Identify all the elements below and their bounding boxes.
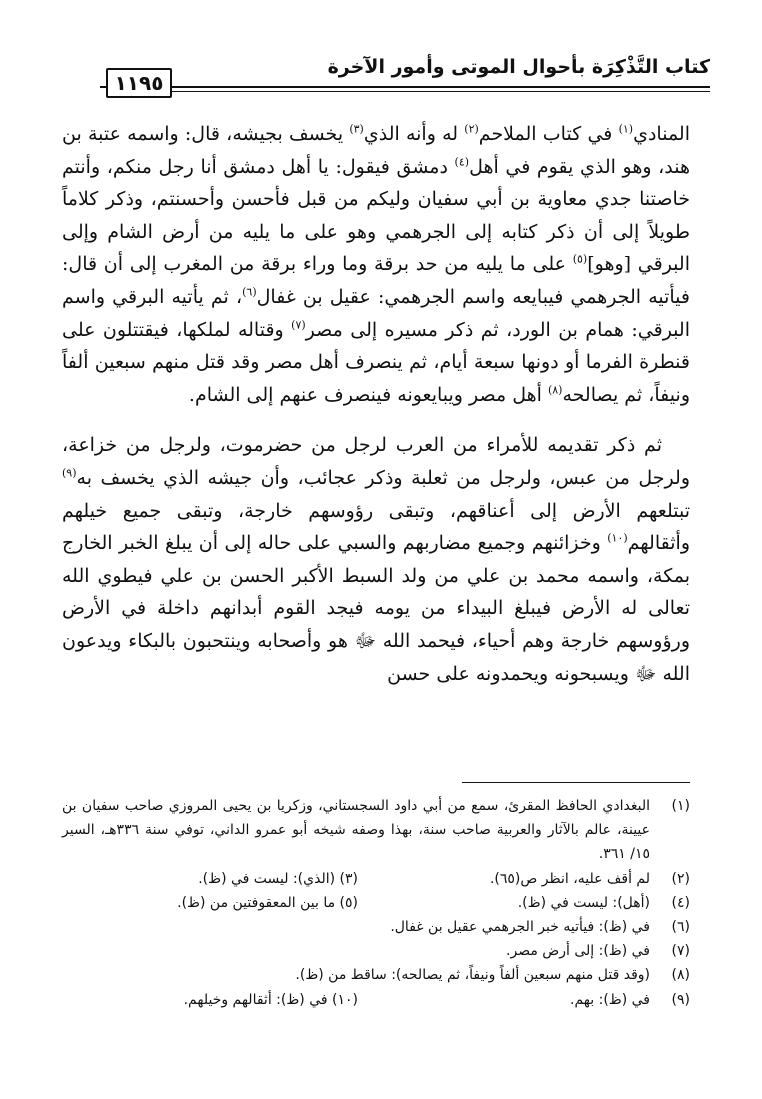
footnote-marker: (٥)	[572, 253, 588, 267]
footnote-marker: (٧)	[291, 318, 306, 332]
text-run: دمشق فيقول: يا أهل دمشق أنا رجل منكم، وأنتم خاصتنا جدي معاوية بن أبي سفيان وليكم من قبل فأحسن وأحسنتم، وذكر كلاماً طويلاً إلى أن ذكر كتابه إلى الجرهمي وهو على ما يليه من أرض الشام وإلى البرقي [وهو]	[62, 155, 690, 276]
footnote-number: (٨)	[671, 967, 690, 984]
text-run: على ما يليه من حد برقة وما وراء برقة من المغرب إلى أن قال: فيأتيه الجرهمي فيبايعه واسم الجرهمي: عقيل بن غفال	[62, 253, 691, 308]
text-run: يخسف بجيشه، قال: واسمه عتبة بن هند، وهو الذي يقوم في أهل	[62, 123, 690, 178]
page-number: ١١٩٥	[106, 68, 172, 98]
footnote-separator	[462, 782, 690, 783]
footnote-number: (٦)	[671, 919, 690, 936]
footnote-number: (٥)	[339, 894, 358, 911]
footnote-text: ما بين المعقوفتين من (ظ).	[177, 894, 336, 911]
footnote-marker: (٩)	[62, 466, 77, 480]
footnote-6	[62, 915, 690, 939]
footnote-pair	[62, 891, 650, 915]
footnote-number: (١)	[671, 798, 690, 814]
footnote-text: (وقد قتل منهم سبعين ألفاً ونيفاً، ثم يصالحه): ساقط من (ظ).	[295, 967, 650, 984]
footnote-text: في (ظ): بهم.	[570, 991, 650, 1008]
footnote-4-5	[62, 891, 690, 915]
footnote-inline	[62, 891, 358, 915]
paragraph-2	[62, 429, 690, 690]
footnote-number: (١٠)	[332, 991, 358, 1008]
text-run: له وأنه الذي	[363, 123, 465, 145]
footnote-marker: (١)	[618, 122, 634, 136]
paragraph-1	[62, 118, 690, 411]
text-run: المنادي	[633, 123, 691, 145]
footnote-number: (٣)	[339, 870, 358, 887]
text-run: في كتاب الملاحم	[478, 123, 619, 145]
footnote-text: في (ظ): فيأتيه خبر الجرهمي عقيل بن غفال.	[390, 919, 650, 936]
text-run: وقتاله لملكها، فيقتتلون على قنطرة الفرما أو دونها سبعة أيام، ثم ينصرف أهل مصر وقد قتل منهم سبعين ألفاً ونيفاً، ثم يصالحه	[62, 318, 690, 406]
footnote-marker: (٨)	[547, 383, 563, 397]
footnote-number: (٧)	[671, 943, 690, 960]
footnote-number: (٢)	[671, 870, 690, 887]
footnote-text: البغدادي الحافظ المقرئ، سمع من أبي داود السجستاني، وزكريا بن يحيى المروزي صاحب سفيان بن عيينة، عالم بالآثار والعربية صاحب سنة، بهذا وصفه شيخه أبو عمرو الداني، توفي سنة ٣٣٦هـ، السير ١٥/ ٣٦١.	[62, 798, 650, 863]
text-run: وخزائنهم وجميع مضاربهم والسبي على حاله إلى أن يبلغ الخبر الخارج بمكة، واسمه محمد بن علي من ولد السبط الأكبر الحسن بن علي فيطوي الله تعالى له الأرض فيبلغ البيداء من يومه فيجد القوم أبدانهم داخلة في الأرض ورؤوسهم خارجة وهم أحياء، فيحمد الله ﷻ هو وأصحابه وينتحبون بالبكاء ويدعون الله ﷻ ويسبحونه ويحمدونه على حسن	[62, 532, 690, 685]
footnote-8	[62, 963, 690, 987]
footnote-number: (٤)	[671, 894, 690, 911]
footnote-text: لم أقف عليه، انظر ص(٦٥).	[489, 870, 650, 887]
footnote-marker: (٤)	[454, 155, 470, 169]
footnote-marker: (٦)	[242, 285, 257, 299]
footnote-pair	[62, 867, 650, 891]
text-run: أهل مصر ويبايعونه فينصرف عنهم إلى الشام.	[188, 383, 548, 406]
footnotes	[62, 794, 690, 1012]
footnote-pair	[62, 988, 650, 1012]
footnote-marker: (٢)	[464, 122, 479, 136]
footnote-inline	[62, 988, 358, 1012]
header-rule-thin	[170, 91, 710, 92]
footnote-marker: (٣)	[349, 122, 364, 136]
footnote-text: في (ظ): أثقالهم وخيلهم.	[183, 991, 328, 1008]
body-text	[62, 118, 690, 690]
footnote-9-10	[62, 988, 690, 1012]
header-rule	[170, 86, 710, 88]
text-run: ، ثم يأتيه البرقي واسم البرقي: همام بن الورد، ثم ذكر مسيره إلى مصر	[62, 285, 690, 341]
footnote-text: (أهل): ليست في (ظ).	[517, 894, 650, 911]
book-title: كتاب التَّذْكِرَة بأحوال الموتى وأمور الآخرة	[327, 56, 710, 78]
footnote-1	[62, 794, 690, 867]
footnote-text: في (ظ): إلى أرض مصر.	[506, 943, 650, 960]
footnote-2-3	[62, 867, 690, 891]
text-run: ثم ذكر تقديمه للأمراء من العرب لرجل من حضرموت، ولرجل من خزاعة، ولرجل من عبس، ولرجل من ثعلبة وذكر عجائب، وأن جيشه الذي يخسف به	[62, 434, 690, 489]
footnote-inline	[62, 867, 358, 891]
text-run: تبتلعهم الأرض إلى أعناقهم، وتبقى رؤوسهم خارجة، وتبقى جميع خيلهم وأثقالهم	[62, 499, 690, 555]
footnote-number: (٩)	[671, 991, 690, 1008]
footnote-7	[62, 939, 690, 963]
page-header	[100, 52, 710, 96]
footnote-marker: (١٠)	[607, 531, 628, 545]
footnote-text: (الذي): ليست في (ظ).	[198, 870, 336, 887]
